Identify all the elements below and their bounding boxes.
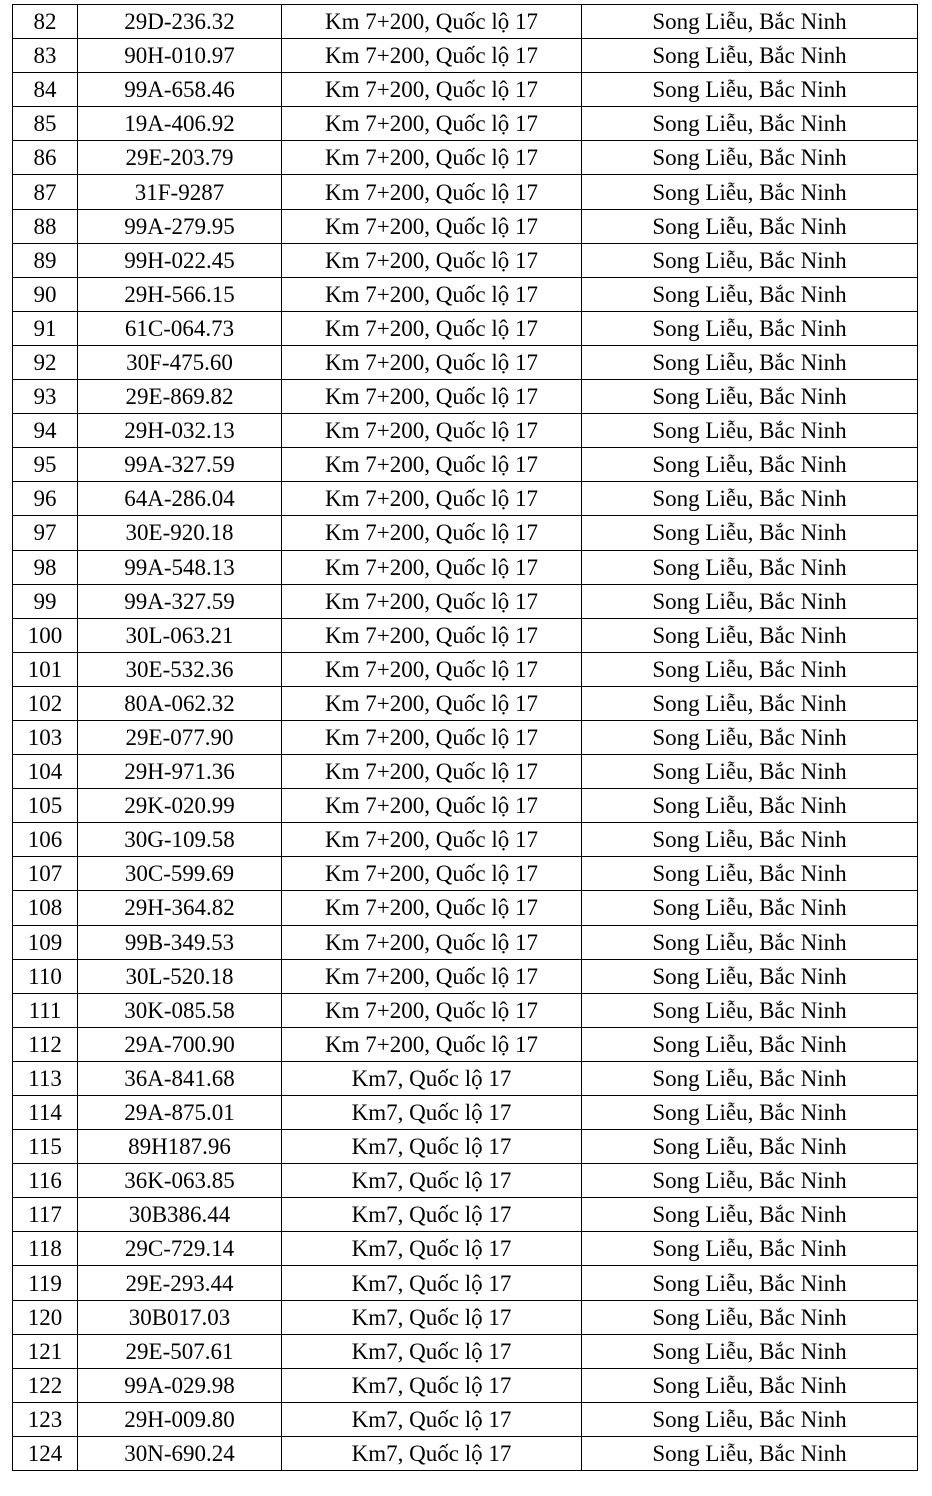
license-plate-cell: 30C-599.69 [78,857,282,891]
location-cell: Km7, Quốc lộ 17 [282,1164,582,1198]
row-number-cell: 116 [13,1164,78,1198]
table-row [13,311,918,345]
license-plate-cell: 99B-349.53 [78,925,282,959]
row-number-cell: 97 [13,516,78,550]
table-row [13,1198,918,1232]
row-number-cell: 123 [13,1402,78,1436]
location-cell: Km 7+200, Quốc lộ 17 [282,243,582,277]
location-cell: Km 7+200, Quốc lộ 17 [282,652,582,686]
location-cell: Km7, Quốc lộ 17 [282,1130,582,1164]
row-number-cell: 99 [13,584,78,618]
location-cell: Km 7+200, Quốc lộ 17 [282,550,582,584]
table-row [13,857,918,891]
license-plate-cell: 99A-548.13 [78,550,282,584]
table-row [13,1061,918,1095]
license-plate-cell: 30K-085.58 [78,993,282,1027]
license-plate-cell: 29H-971.36 [78,755,282,789]
table-row [13,1436,918,1470]
area-cell: Song Liễu, Bắc Ninh [582,959,918,993]
row-number-cell: 95 [13,448,78,482]
location-cell: Km7, Quốc lộ 17 [282,1096,582,1130]
license-plate-cell: 29C-729.14 [78,1232,282,1266]
license-plate-cell: 30B386.44 [78,1198,282,1232]
location-cell: Km 7+200, Quốc lộ 17 [282,73,582,107]
license-plate-cell: 29A-875.01 [78,1096,282,1130]
row-number-cell: 85 [13,107,78,141]
area-cell: Song Liễu, Bắc Ninh [582,857,918,891]
area-cell: Song Liễu, Bắc Ninh [582,1130,918,1164]
area-cell: Song Liễu, Bắc Ninh [582,1198,918,1232]
area-cell: Song Liễu, Bắc Ninh [582,550,918,584]
area-cell: Song Liễu, Bắc Ninh [582,1061,918,1095]
violation-table-container [12,4,917,1471]
license-plate-cell: 30L-520.18 [78,959,282,993]
license-plate-cell: 99A-327.59 [78,584,282,618]
license-plate-cell: 99A-029.98 [78,1368,282,1402]
violation-table [12,4,918,1471]
location-cell: Km 7+200, Quốc lộ 17 [282,925,582,959]
table-row [13,448,918,482]
location-cell: Km 7+200, Quốc lộ 17 [282,5,582,39]
row-number-cell: 96 [13,482,78,516]
table-row [13,277,918,311]
table-row [13,1232,918,1266]
location-cell: Km 7+200, Quốc lộ 17 [282,891,582,925]
location-cell: Km 7+200, Quốc lộ 17 [282,414,582,448]
table-row [13,345,918,379]
row-number-cell: 98 [13,550,78,584]
row-number-cell: 124 [13,1436,78,1470]
area-cell: Song Liễu, Bắc Ninh [582,686,918,720]
row-number-cell: 83 [13,39,78,73]
license-plate-cell: 29H-032.13 [78,414,282,448]
row-number-cell: 91 [13,311,78,345]
license-plate-cell: 29A-700.90 [78,1027,282,1061]
license-plate-cell: 30B017.03 [78,1300,282,1334]
table-row [13,482,918,516]
license-plate-cell: 30G-109.58 [78,823,282,857]
row-number-cell: 86 [13,141,78,175]
area-cell: Song Liễu, Bắc Ninh [582,209,918,243]
license-plate-cell: 30L-063.21 [78,618,282,652]
table-row [13,1300,918,1334]
row-number-cell: 119 [13,1266,78,1300]
license-plate-cell: 29H-009.80 [78,1402,282,1436]
table-row [13,686,918,720]
location-cell: Km 7+200, Quốc lộ 17 [282,1027,582,1061]
license-plate-cell: 99A-327.59 [78,448,282,482]
table-row [13,584,918,618]
row-number-cell: 90 [13,277,78,311]
license-plate-cell: 99H-022.45 [78,243,282,277]
license-plate-cell: 30E-920.18 [78,516,282,550]
table-row [13,1402,918,1436]
table-row [13,618,918,652]
row-number-cell: 120 [13,1300,78,1334]
area-cell: Song Liễu, Bắc Ninh [582,141,918,175]
row-number-cell: 100 [13,618,78,652]
row-number-cell: 87 [13,175,78,209]
license-plate-cell: 99A-279.95 [78,209,282,243]
location-cell: Km7, Quốc lộ 17 [282,1300,582,1334]
location-cell: Km 7+200, Quốc lộ 17 [282,141,582,175]
table-row [13,891,918,925]
row-number-cell: 105 [13,789,78,823]
location-cell: Km 7+200, Quốc lộ 17 [282,959,582,993]
area-cell: Song Liễu, Bắc Ninh [582,1164,918,1198]
table-row [13,1027,918,1061]
table-row [13,141,918,175]
area-cell: Song Liễu, Bắc Ninh [582,789,918,823]
table-row [13,1164,918,1198]
location-cell: Km 7+200, Quốc lộ 17 [282,175,582,209]
area-cell: Song Liễu, Bắc Ninh [582,823,918,857]
row-number-cell: 93 [13,380,78,414]
area-cell: Song Liễu, Bắc Ninh [582,1266,918,1300]
row-number-cell: 82 [13,5,78,39]
area-cell: Song Liễu, Bắc Ninh [582,925,918,959]
location-cell: Km 7+200, Quốc lộ 17 [282,789,582,823]
table-row [13,5,918,39]
table-row [13,959,918,993]
table-row [13,39,918,73]
location-cell: Km7, Quốc lộ 17 [282,1368,582,1402]
row-number-cell: 117 [13,1198,78,1232]
table-row [13,243,918,277]
row-number-cell: 89 [13,243,78,277]
area-cell: Song Liễu, Bắc Ninh [582,448,918,482]
area-cell: Song Liễu, Bắc Ninh [582,584,918,618]
license-plate-cell: 29E-077.90 [78,720,282,754]
area-cell: Song Liễu, Bắc Ninh [582,5,918,39]
license-plate-cell: 30N-690.24 [78,1436,282,1470]
location-cell: Km7, Quốc lộ 17 [282,1266,582,1300]
table-row [13,1096,918,1130]
license-plate-cell: 89H187.96 [78,1130,282,1164]
table-row [13,1266,918,1300]
area-cell: Song Liễu, Bắc Ninh [582,73,918,107]
location-cell: Km 7+200, Quốc lộ 17 [282,516,582,550]
area-cell: Song Liễu, Bắc Ninh [582,414,918,448]
area-cell: Song Liễu, Bắc Ninh [582,516,918,550]
license-plate-cell: 36K-063.85 [78,1164,282,1198]
table-row [13,789,918,823]
area-cell: Song Liễu, Bắc Ninh [582,1027,918,1061]
license-plate-cell: 61C-064.73 [78,311,282,345]
row-number-cell: 111 [13,993,78,1027]
location-cell: Km7, Quốc lộ 17 [282,1436,582,1470]
license-plate-cell: 36A-841.68 [78,1061,282,1095]
license-plate-cell: 30E-532.36 [78,652,282,686]
row-number-cell: 121 [13,1334,78,1368]
row-number-cell: 103 [13,720,78,754]
row-number-cell: 109 [13,925,78,959]
area-cell: Song Liễu, Bắc Ninh [582,243,918,277]
location-cell: Km 7+200, Quốc lộ 17 [282,584,582,618]
location-cell: Km7, Quốc lộ 17 [282,1232,582,1266]
license-plate-cell: 29E-869.82 [78,380,282,414]
row-number-cell: 101 [13,652,78,686]
area-cell: Song Liễu, Bắc Ninh [582,39,918,73]
area-cell: Song Liễu, Bắc Ninh [582,618,918,652]
row-number-cell: 113 [13,1061,78,1095]
license-plate-cell: 29H-566.15 [78,277,282,311]
area-cell: Song Liễu, Bắc Ninh [582,1300,918,1334]
row-number-cell: 107 [13,857,78,891]
license-plate-cell: 29E-293.44 [78,1266,282,1300]
location-cell: Km7, Quốc lộ 17 [282,1198,582,1232]
location-cell: Km 7+200, Quốc lộ 17 [282,686,582,720]
location-cell: Km 7+200, Quốc lộ 17 [282,720,582,754]
area-cell: Song Liễu, Bắc Ninh [582,107,918,141]
location-cell: Km 7+200, Quốc lộ 17 [282,755,582,789]
row-number-cell: 110 [13,959,78,993]
area-cell: Song Liễu, Bắc Ninh [582,1096,918,1130]
location-cell: Km 7+200, Quốc lộ 17 [282,345,582,379]
license-plate-cell: 90H-010.97 [78,39,282,73]
table-row [13,1130,918,1164]
area-cell: Song Liễu, Bắc Ninh [582,482,918,516]
row-number-cell: 106 [13,823,78,857]
location-cell: Km 7+200, Quốc lộ 17 [282,277,582,311]
license-plate-cell: 29K-020.99 [78,789,282,823]
location-cell: Km7, Quốc lộ 17 [282,1334,582,1368]
table-row [13,1368,918,1402]
location-cell: Km 7+200, Quốc lộ 17 [282,618,582,652]
area-cell: Song Liễu, Bắc Ninh [582,277,918,311]
location-cell: Km 7+200, Quốc lộ 17 [282,107,582,141]
table-row [13,925,918,959]
row-number-cell: 94 [13,414,78,448]
area-cell: Song Liễu, Bắc Ninh [582,1334,918,1368]
area-cell: Song Liễu, Bắc Ninh [582,380,918,414]
area-cell: Song Liễu, Bắc Ninh [582,175,918,209]
location-cell: Km 7+200, Quốc lộ 17 [282,380,582,414]
row-number-cell: 92 [13,345,78,379]
location-cell: Km 7+200, Quốc lộ 17 [282,482,582,516]
row-number-cell: 114 [13,1096,78,1130]
row-number-cell: 104 [13,755,78,789]
area-cell: Song Liễu, Bắc Ninh [582,311,918,345]
license-plate-cell: 99A-658.46 [78,73,282,107]
license-plate-cell: 29E-203.79 [78,141,282,175]
row-number-cell: 88 [13,209,78,243]
location-cell: Km 7+200, Quốc lộ 17 [282,448,582,482]
area-cell: Song Liễu, Bắc Ninh [582,755,918,789]
table-row [13,550,918,584]
table-row [13,414,918,448]
table-row [13,1334,918,1368]
table-row [13,107,918,141]
area-cell: Song Liễu, Bắc Ninh [582,345,918,379]
area-cell: Song Liễu, Bắc Ninh [582,1436,918,1470]
location-cell: Km 7+200, Quốc lộ 17 [282,39,582,73]
table-row [13,652,918,686]
table-row [13,73,918,107]
location-cell: Km7, Quốc lộ 17 [282,1061,582,1095]
area-cell: Song Liễu, Bắc Ninh [582,891,918,925]
table-row [13,755,918,789]
license-plate-cell: 30F-475.60 [78,345,282,379]
license-plate-cell: 29E-507.61 [78,1334,282,1368]
row-number-cell: 84 [13,73,78,107]
license-plate-cell: 31F-9287 [78,175,282,209]
area-cell: Song Liễu, Bắc Ninh [582,993,918,1027]
row-number-cell: 112 [13,1027,78,1061]
location-cell: Km 7+200, Quốc lộ 17 [282,857,582,891]
row-number-cell: 115 [13,1130,78,1164]
license-plate-cell: 19A-406.92 [78,107,282,141]
area-cell: Song Liễu, Bắc Ninh [582,652,918,686]
row-number-cell: 118 [13,1232,78,1266]
license-plate-cell: 29D-236.32 [78,5,282,39]
row-number-cell: 122 [13,1368,78,1402]
area-cell: Song Liễu, Bắc Ninh [582,1232,918,1266]
table-body [13,5,918,1471]
location-cell: Km 7+200, Quốc lộ 17 [282,311,582,345]
license-plate-cell: 64A-286.04 [78,482,282,516]
location-cell: Km 7+200, Quốc lộ 17 [282,993,582,1027]
area-cell: Song Liễu, Bắc Ninh [582,720,918,754]
area-cell: Song Liễu, Bắc Ninh [582,1402,918,1436]
location-cell: Km 7+200, Quốc lộ 17 [282,209,582,243]
table-row [13,516,918,550]
location-cell: Km 7+200, Quốc lộ 17 [282,823,582,857]
row-number-cell: 102 [13,686,78,720]
table-row [13,209,918,243]
area-cell: Song Liễu, Bắc Ninh [582,1368,918,1402]
table-row [13,380,918,414]
license-plate-cell: 29H-364.82 [78,891,282,925]
table-row [13,993,918,1027]
table-row [13,720,918,754]
table-row [13,823,918,857]
row-number-cell: 108 [13,891,78,925]
location-cell: Km7, Quốc lộ 17 [282,1402,582,1436]
license-plate-cell: 80A-062.32 [78,686,282,720]
table-row [13,175,918,209]
